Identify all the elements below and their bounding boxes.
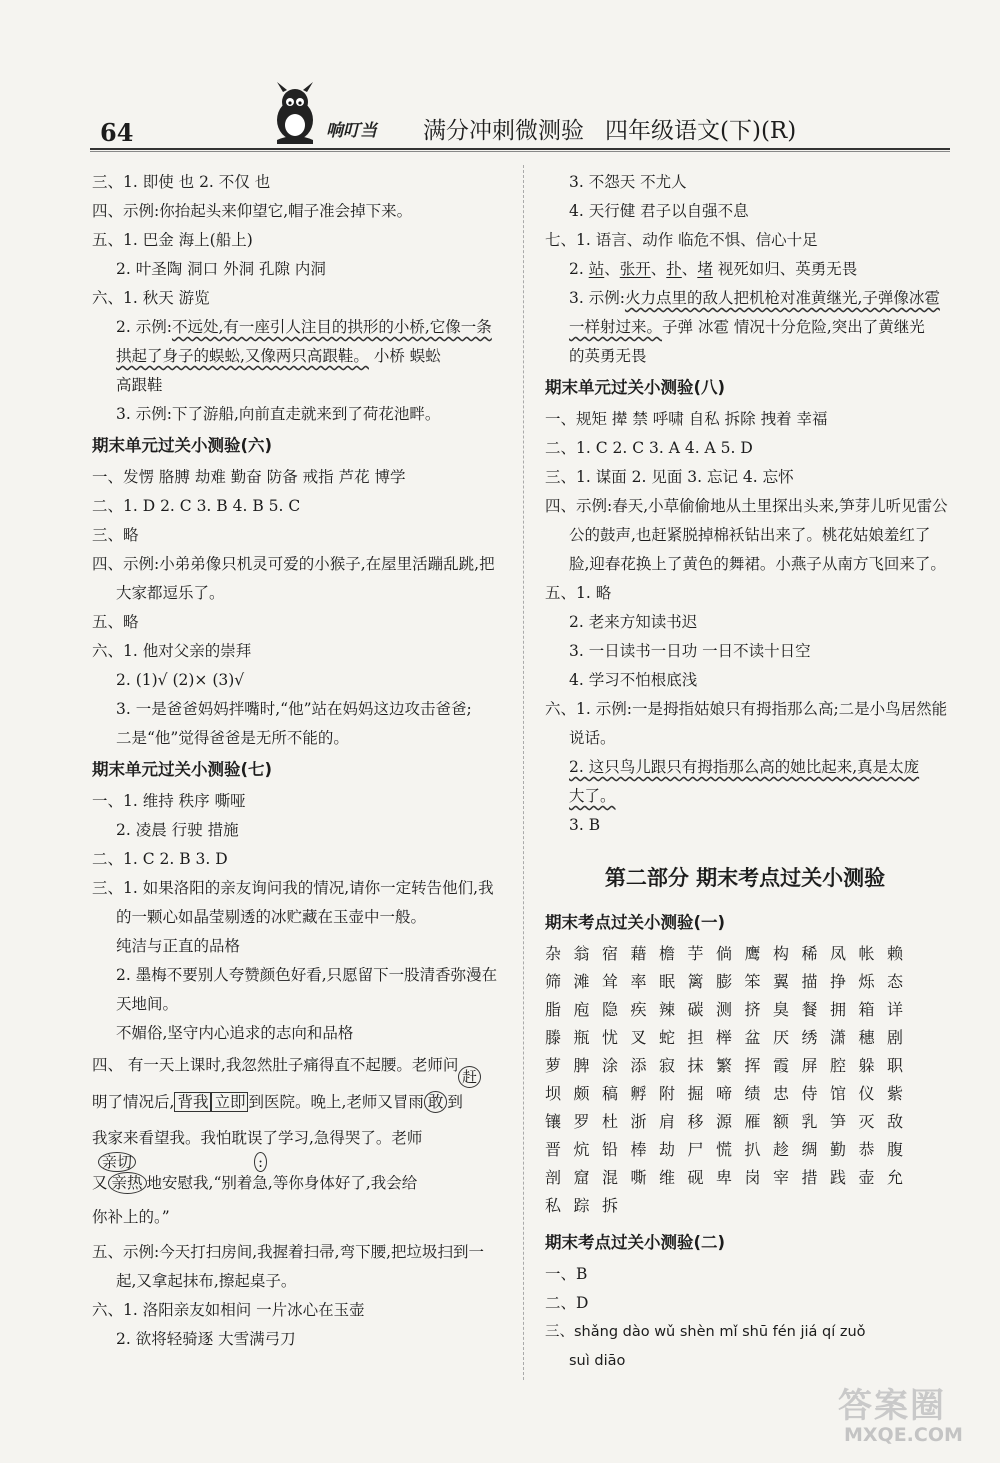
answer-char: 侍: [801, 1084, 818, 1103]
answer-char: 屏: [801, 1056, 818, 1075]
circled-word: 亲热: [108, 1172, 147, 1194]
answer-char: 眠: [659, 972, 676, 991]
answer-line: 4. 学习不怕根底浅: [569, 671, 698, 689]
proof-text: “别着急,等你身体好了,我会给: [213, 1174, 418, 1192]
underlined-word: 堵: [697, 260, 713, 278]
answer-char: 挣: [830, 972, 847, 991]
answer-char: 踪: [573, 1196, 590, 1215]
right-column: [545, 168, 948, 1376]
answer-line: [545, 284, 945, 313]
section-title: 期末单元过关小测验(六): [92, 436, 273, 455]
answer-char: 篱: [687, 972, 704, 991]
answer-line: 六、1. 示例:一是拇指姑娘只有拇指那么高;二是小鸟居然能: [545, 700, 948, 718]
pinyin-line: suì diāo: [569, 1353, 626, 1369]
answer-char: 碳: [687, 1000, 704, 1019]
answer-line: [545, 255, 945, 284]
answer-line: 大家都逗乐了。: [116, 584, 225, 602]
answer-char: 腔: [830, 1056, 847, 1075]
answer-char: 忧: [602, 1028, 619, 1047]
wavy-underlined-text: 2. 这只鸟儿跟只有拇指那么高的她比起来,真是太庞: [569, 758, 920, 776]
answer-char: 绣: [801, 1028, 818, 1047]
answer-char: 藉: [630, 944, 647, 963]
page-number: 64: [100, 118, 134, 147]
answer-char: 宰: [773, 1168, 790, 1187]
answer-char: 烁: [858, 972, 875, 991]
answer-char: 穗: [858, 1028, 875, 1047]
answer-line: 一、B: [545, 1265, 588, 1283]
proof-correction: 亲切: [98, 1152, 136, 1172]
answer-char: 岗: [744, 1168, 761, 1187]
grade-title: 四年级语文(下)(R): [605, 118, 797, 144]
answer-char: 践: [830, 1168, 847, 1187]
answer-char: 慌: [716, 1140, 733, 1159]
answer-line: 2. 叶圣陶 洞口 外洞 孔隙 内洞: [116, 260, 326, 278]
answer-text: 、: [604, 260, 620, 278]
proof-line: 你补上的。”: [92, 1208, 170, 1226]
answer-char: 凤: [830, 944, 847, 963]
boxed-word: 立即: [211, 1092, 248, 1112]
answer-char: 杂: [545, 944, 562, 963]
answer-line: 脸,迎春花换上了黄色的舞裙。小燕子从南方飞回来了。: [569, 555, 946, 573]
answer-char: 剖: [545, 1168, 562, 1187]
answer-char: 赖: [887, 944, 904, 963]
answer-char: 浙: [630, 1112, 647, 1131]
answer-char: 孵: [630, 1084, 647, 1103]
answer-char: 允: [887, 1168, 904, 1187]
answer-line: 五、略: [92, 613, 139, 631]
boxed-word: 背我: [174, 1092, 211, 1112]
answer-text: 3. 示例:: [569, 289, 625, 307]
answer-char: 翼: [773, 972, 790, 991]
answer-text: 视死如归、英勇无畏: [712, 260, 858, 278]
answer-char: 镶: [545, 1112, 562, 1131]
proof-text: 地安慰我,: [146, 1174, 214, 1192]
proof-correction: 赶: [458, 1066, 481, 1088]
answer-char: 潇: [830, 1028, 847, 1047]
wavy-underlined-text: 火力点里的敌人把机枪对准黄继光,子弹像冰雹: [624, 289, 940, 307]
answer-char: 添: [630, 1056, 647, 1075]
answer-char: 脂: [545, 1000, 562, 1019]
answer-line: 三、1. 谋面 2. 见面 3. 忘记 4. 忘怀: [545, 468, 794, 486]
answer-char: 檐: [659, 944, 676, 963]
answer-line: 3. 不怨天 不尤人: [569, 173, 687, 191]
answer-char: 敌: [887, 1112, 904, 1131]
answer-char: 态: [887, 972, 904, 991]
proof-text: 明了情况后,: [92, 1093, 175, 1111]
answer-line: 四、示例:小弟弟像只机灵可爱的小猴子,在屋里活蹦乱跳,把: [92, 555, 495, 573]
answer-char: 涂: [602, 1056, 619, 1075]
answer-char: 宿: [602, 944, 619, 963]
answer-char: 滩: [573, 972, 590, 991]
answer-char: 脾: [573, 1056, 590, 1075]
answer-line: 2. 墨梅不要别人夸赞颜色好看,只愿留下一股清香弥漫在: [116, 966, 498, 984]
answer-line: 4. 天行健 君子以自强不息: [569, 202, 749, 220]
answer-char: 膨: [716, 972, 733, 991]
answer-line: 二、1. C 2. C 3. A 4. A 5. D: [545, 439, 753, 457]
watermark-url: MXQE.COM: [844, 1424, 963, 1446]
answer-char: 帐: [858, 944, 875, 963]
answer-char: 叉: [630, 1028, 647, 1047]
answer-char: 稀: [801, 944, 818, 963]
pinyin-line: 三、shǎng dào wǔ shèn mǐ shū fén jiá qí zuǒ: [545, 1324, 866, 1340]
answer-line: 三、1. 即使 也 2. 不仅 也: [92, 173, 271, 191]
answer-char: 勤: [830, 1140, 847, 1159]
part-title: 第二部分 期末考点过关小测验: [604, 866, 886, 890]
answer-char: 疾: [630, 1000, 647, 1019]
answer-char: 笨: [744, 972, 761, 991]
answer-char: 芋: [687, 944, 704, 963]
answer-char: 繁: [716, 1056, 733, 1075]
answer-line: 四、示例:你抬起头来仰望它,帽子准会掉下来。: [92, 202, 413, 220]
answer-char: 壶: [858, 1168, 875, 1187]
answer-char: 杜: [602, 1112, 619, 1131]
answer-line: 六、1. 洛阳亲友如相问 一片冰心在玉壶: [92, 1301, 365, 1319]
answer-char: 职: [887, 1056, 904, 1075]
answer-char: 担: [687, 1028, 704, 1047]
answer-char: 描: [801, 972, 818, 991]
proof-correction: :: [254, 1152, 267, 1172]
underlined-word: 站: [588, 260, 605, 278]
answer-line: 公的鼓声,也赶紧脱掉棉袄钻出来了。桃花姑娘羞红了: [569, 526, 931, 544]
answer-text: 、: [681, 260, 698, 278]
column-divider: [523, 165, 524, 1380]
answer-char: 挥: [744, 1056, 761, 1075]
answer-char: 拆: [602, 1196, 619, 1215]
answer-char: 掘: [687, 1084, 704, 1103]
answer-line: 六、1. 他对父亲的崇拜: [92, 642, 252, 660]
answer-line: 三、1. 如果洛阳的亲友询问我的情况,请你一定转告他们,我: [92, 879, 494, 897]
answer-char: 额: [773, 1112, 790, 1131]
answer-char: 餐: [801, 1000, 818, 1019]
answer-char: 坝: [545, 1084, 562, 1103]
answer-char: 炕: [573, 1140, 590, 1159]
answer-line: 纯洁与正直的品格: [116, 937, 241, 955]
answer-line: [545, 753, 945, 782]
answer-char: 榉: [716, 1028, 733, 1047]
answer-line: 一、规矩 撵 禁 呼啸 自私 拆除 拽着 幸福: [545, 410, 828, 428]
watermark: [838, 1378, 988, 1458]
wavy-underlined-text: 不远处,有一座引人注目的拱形的小桥,它像一条: [171, 318, 492, 336]
answer-char: 棒: [630, 1140, 647, 1159]
answer-char: 构: [773, 944, 790, 963]
answer-char: 稿: [602, 1084, 619, 1103]
answer-char: 肩: [659, 1112, 676, 1131]
wavy-underlined-text: 一样射过来。: [569, 318, 663, 336]
answer-line: 2. 凌晨 行驶 措施: [116, 821, 239, 839]
answer-char: 颇: [573, 1084, 590, 1103]
proof-text: 到: [447, 1093, 463, 1111]
answer-text: 子弹 冰雹 情况十分危险,突出了黄继光: [662, 318, 925, 336]
answer-line: 说话。: [569, 729, 616, 747]
answer-char: 详: [887, 1000, 904, 1019]
answer-text: 、: [650, 260, 667, 278]
answer-line: 二、D: [545, 1294, 589, 1312]
answer-line: 六、1. 秋天 游览: [92, 289, 210, 307]
answer-line: 五、1. 巴金 海上(船上): [92, 231, 253, 249]
proof-line: 我家来看望我。我怕耽误了学习,急得哭了。老师: [92, 1129, 423, 1147]
answer-char: 瓶: [573, 1028, 590, 1047]
answer-line: 二、1. D 2. C 3. B 4. B 5. C: [92, 497, 301, 515]
circled-word: 敢: [424, 1091, 448, 1113]
answer-line: 一、1. 维持 秩序 嘶哑: [92, 792, 246, 810]
answer-char: 晋: [545, 1140, 562, 1159]
answer-char: 劫: [659, 1140, 676, 1159]
answer-char: 绸: [801, 1140, 818, 1159]
answer-char: 蛇: [659, 1028, 676, 1047]
answer-char: 措: [801, 1168, 818, 1187]
series-title: 满分冲刺微测验: [423, 118, 584, 144]
answer-line: 二是“他”觉得爸爸是无所不能的。: [116, 729, 349, 747]
answer-char: 窟: [573, 1168, 590, 1187]
answer-char: 扒: [744, 1140, 761, 1159]
answer-char: 罗: [573, 1112, 590, 1131]
answer-char: 馆: [830, 1084, 847, 1103]
proof-text: 又: [92, 1174, 108, 1192]
answer-char: 臭: [773, 1000, 790, 1019]
answer-char: 挤: [744, 1000, 761, 1019]
answer-char: 寂: [659, 1056, 676, 1075]
answer-line: 2. 老来方知读书迟: [569, 613, 698, 631]
answer-line: 七、1. 语言、动作 临危不惧、信心十足: [545, 231, 818, 249]
answer-text: 2. 示例:: [116, 318, 172, 336]
answer-char: 笋: [830, 1112, 847, 1131]
answer-char: 附: [659, 1084, 676, 1103]
answer-char: 测: [716, 1000, 733, 1019]
answer-char: 筛: [545, 972, 562, 991]
answer-char: 庖: [573, 1000, 590, 1019]
answer-char: 抹: [687, 1056, 704, 1075]
answer-line: 二、1. C 2. B 3. D: [92, 850, 228, 868]
answer-char: 滕: [545, 1028, 562, 1047]
answer-char: 率: [630, 972, 647, 991]
answer-line: [92, 313, 507, 342]
section-title: 期末单元过关小测验(七): [92, 760, 273, 779]
answer-char: 霞: [773, 1056, 790, 1075]
answer-char: 忠: [773, 1084, 790, 1103]
answer-line: 四、示例:春天,小草偷偷地从土里探出头来,笋芽儿听见雷公: [545, 497, 948, 515]
answer-char: 移: [687, 1112, 704, 1131]
answer-line: 的英勇无畏: [569, 347, 647, 365]
answer-char: 私: [545, 1196, 562, 1215]
answer-line: [545, 313, 945, 342]
proof-line: [92, 1068, 507, 1122]
answer-char: 倘: [716, 944, 733, 963]
left-column: [92, 168, 507, 1354]
answer-line: [92, 342, 507, 371]
section-title: 期末单元过关小测验(八): [545, 378, 726, 397]
answer-char: 恭: [858, 1140, 875, 1159]
answer-line: 起,又拿起抹布,擦起桌子。: [116, 1272, 297, 1290]
answer-line: 高跟鞋: [116, 376, 163, 394]
proof-text: 到医院。晚上,老师又冒雨: [248, 1093, 424, 1111]
answer-line: 不媚俗,坚守内心追求的志向和品格: [116, 1024, 354, 1042]
answer-line: 的一颗心如晶莹剔透的冰贮藏在玉壶中一般。: [116, 908, 427, 926]
answer-char: 隐: [602, 1000, 619, 1019]
answer-char: 尸: [687, 1140, 704, 1159]
answer-char: 仪: [858, 1084, 875, 1103]
answer-char: 砚: [687, 1168, 704, 1187]
answer-line: 3. 一日读书一日功 一日不读十日空: [569, 642, 811, 660]
answer-char: 源: [716, 1112, 733, 1131]
proof-line: [92, 1154, 507, 1204]
answer-line: 天地间。: [116, 995, 179, 1013]
answer-char: 剧: [887, 1028, 904, 1047]
answer-line: 2. 欲将轻骑逐 大雪满弓刀: [116, 1330, 296, 1348]
page-header: [90, 80, 910, 150]
answer-char: 维: [659, 1168, 676, 1187]
answer-line: 2. (1)√ (2)× (3)√: [116, 671, 245, 689]
watermark-logo-text: 答案圈: [838, 1386, 946, 1426]
answer-char: 耸: [602, 972, 619, 991]
answer-char: 灭: [858, 1112, 875, 1131]
header-rule: [90, 148, 950, 150]
answer-char: 腹: [887, 1140, 904, 1159]
brand-name: 响叮当: [326, 121, 377, 141]
underlined-word: 张开: [619, 260, 651, 278]
answer-line: 五、示例:今天打扫房间,我握着扫帚,弯下腰,把垃圾扫到一: [92, 1243, 485, 1261]
answer-char: 厌: [773, 1028, 790, 1047]
answer-char: 卑: [716, 1168, 733, 1187]
character-grid: [545, 940, 945, 1220]
answer-char: 混: [602, 1168, 619, 1187]
answer-char: 嘶: [630, 1168, 647, 1187]
answer-char: 趁: [773, 1140, 790, 1159]
answer-char: 盆: [744, 1028, 761, 1047]
answer-char: 啼: [716, 1084, 733, 1103]
proof-line: 四、 有一天上课时,我忽然肚子痛得直不起腰。老师问: [92, 1056, 459, 1074]
answer-line: 三、略: [92, 526, 139, 544]
answer-line: 3. B: [569, 816, 601, 834]
answer-char: 紫: [887, 1084, 904, 1103]
answer-char: 躲: [858, 1056, 875, 1075]
wavy-underlined-text: 大了。: [569, 787, 616, 805]
answer-char: 乳: [801, 1112, 818, 1131]
answer-char: 拥: [830, 1000, 847, 1019]
answer-line: 3. 一是爸爸妈妈拌嘴时,“他”站在妈妈这边攻击爸爸;: [116, 700, 472, 718]
answer-text: 2.: [569, 260, 589, 278]
answer-line: [545, 782, 945, 811]
answer-char: 翁: [573, 944, 590, 963]
section-title: 期末考点过关小测验(一): [545, 913, 726, 932]
answer-text: 小桥 蜈蚣: [368, 347, 441, 365]
underlined-word: 扑: [666, 260, 682, 278]
section-title: 期末考点过关小测验(二): [545, 1233, 726, 1252]
answer-char: 萝: [545, 1056, 562, 1075]
header-rule-thin: [90, 151, 950, 152]
answer-line: 五、1. 略: [545, 584, 612, 602]
wavy-underlined-text: 拱起了身子的蜈蚣,又像两只高跟鞋。: [116, 347, 369, 365]
answer-char: 绩: [744, 1084, 761, 1103]
answer-line: 3. 示例:下了游船,向前直走就来到了荷花池畔。: [116, 405, 441, 423]
answer-char: 鹰: [744, 944, 761, 963]
answer-char: 铅: [602, 1140, 619, 1159]
answer-char: 辣: [659, 1000, 676, 1019]
answer-line: 一、发愣 胳膊 劫难 勤奋 防备 戒指 芦花 博学: [92, 468, 406, 486]
answer-char: 雁: [744, 1112, 761, 1131]
answer-char: 箱: [858, 1000, 875, 1019]
mascot-logo-icon: [265, 80, 325, 146]
